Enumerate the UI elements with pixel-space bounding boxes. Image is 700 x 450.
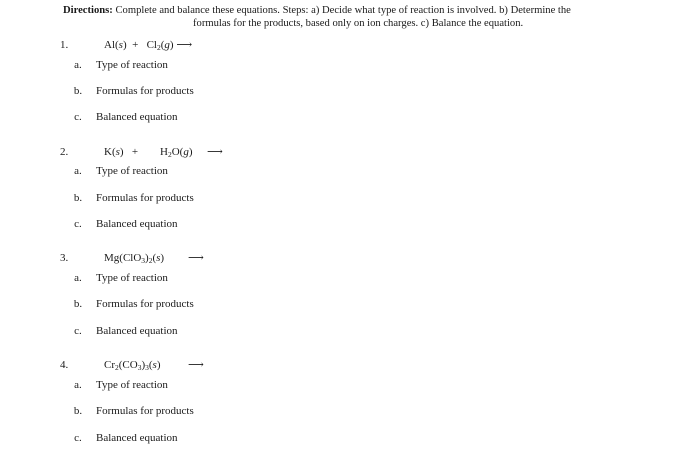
problem-number: 4. — [60, 359, 69, 371]
step-a — [0, 164, 700, 178]
problem-number: 1. — [60, 39, 69, 51]
step-text: Formulas for products — [96, 298, 194, 310]
step-text: Balanced equation — [96, 325, 178, 337]
reactant-formula: $Cr_2(CO_3)_3(s)$ — [104, 359, 161, 372]
equation — [104, 38, 192, 52]
step-b — [0, 297, 700, 311]
step-text: Formulas for products — [96, 85, 194, 97]
step-text: Formulas for products — [96, 405, 194, 417]
step-text: Type of reaction — [96, 379, 168, 391]
plus-sign: + — [131, 146, 139, 158]
step-letter: a. — [74, 379, 82, 391]
step-b — [0, 404, 700, 418]
reaction-arrow: ⟶ — [188, 359, 204, 371]
step-text: Type of reaction — [96, 165, 168, 177]
step-text: Balanced equation — [96, 218, 178, 230]
reaction-arrow: ⟶ — [188, 252, 204, 264]
step-letter: b. — [73, 405, 83, 417]
directions-text-1: Complete and balance these equations. Steps: a) Decide what type of reaction is involved. b) Determine the — [115, 5, 571, 16]
step-text: Formulas for products — [96, 192, 194, 204]
equation — [104, 358, 161, 372]
step-letter: a. — [74, 165, 82, 177]
step-c — [0, 217, 700, 231]
directions-label: Directions: — [63, 5, 113, 16]
equation — [104, 251, 164, 265]
step-a — [0, 271, 700, 285]
step-text: Type of reaction — [96, 59, 168, 71]
step-a — [0, 58, 700, 72]
step-letter: b. — [73, 298, 83, 310]
step-letter: a. — [74, 59, 82, 71]
reactant-1: K(s) — [104, 146, 124, 158]
reactant-formula: $Mg(ClO_3)_2(s)$ — [104, 252, 165, 265]
step-text: Balanced equation — [96, 111, 178, 123]
step-letter: c. — [74, 111, 82, 123]
directions-block — [63, 4, 663, 30]
step-c — [0, 324, 700, 338]
problem-number: 2. — [60, 146, 69, 158]
step-c — [0, 431, 700, 445]
problem-number: 3. — [60, 252, 69, 264]
step-letter: c. — [74, 325, 82, 337]
step-letter: c. — [74, 432, 82, 444]
step-a — [0, 378, 700, 392]
step-letter: b. — [73, 192, 83, 204]
equation — [104, 145, 193, 159]
directions-text-2: formulas for the products, based only on ion charges. c) Balance the equation. — [193, 18, 524, 29]
directions-line-1 — [63, 4, 663, 17]
reactant-2: $H_2O(g)$ — [160, 146, 193, 159]
step-b — [0, 84, 700, 98]
step-letter: a. — [74, 272, 82, 284]
reactant-1: Al(s) — [104, 39, 127, 51]
step-c — [0, 110, 700, 124]
step-text: Type of reaction — [96, 272, 168, 284]
plus-sign: + — [132, 39, 139, 51]
step-text: Balanced equation — [96, 432, 178, 444]
step-b — [0, 191, 700, 205]
reaction-arrow: ⟶ — [207, 146, 223, 158]
reaction-arrow: ⟶ — [176, 39, 193, 51]
reactant-2: $Cl_2(g)$ — [146, 39, 174, 52]
step-letter: b. — [73, 85, 83, 97]
step-letter: c. — [74, 218, 82, 230]
